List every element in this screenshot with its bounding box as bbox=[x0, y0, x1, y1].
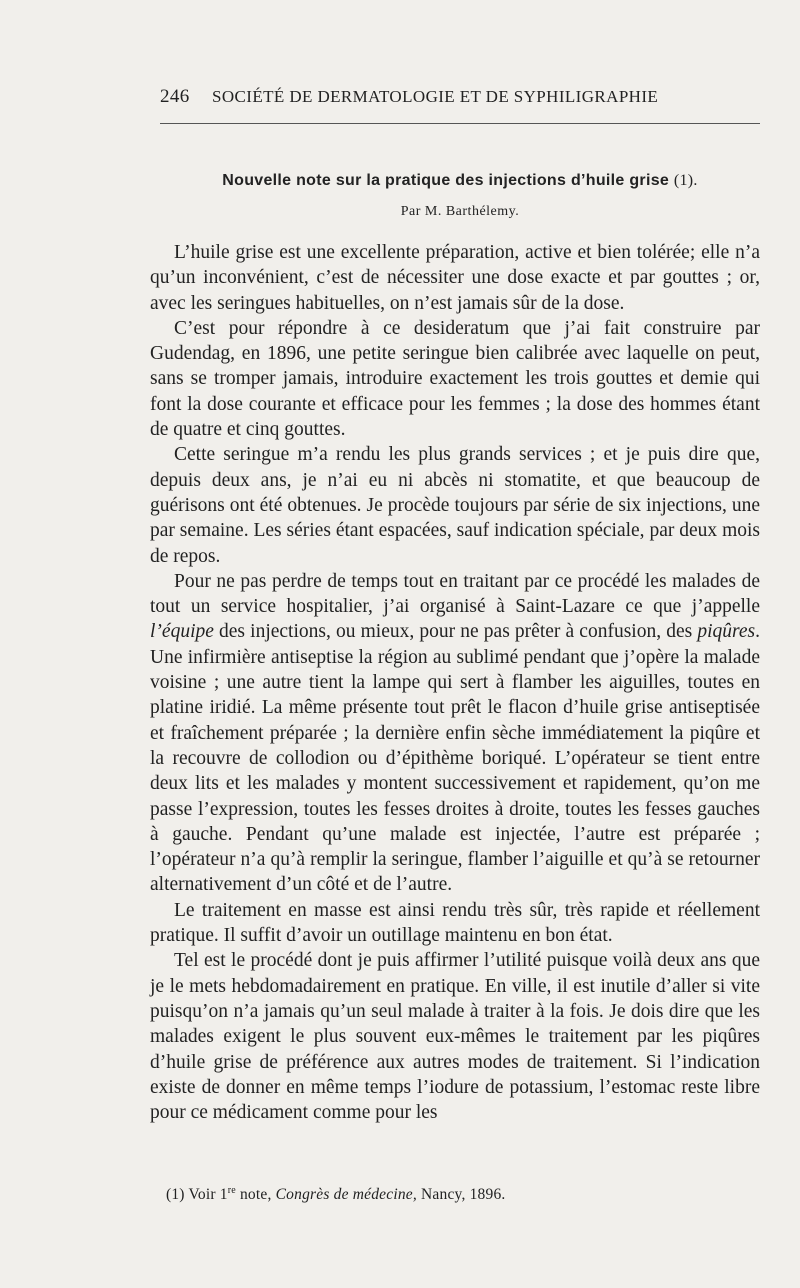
footnote bbox=[166, 1185, 756, 1204]
paragraph: C’est pour répondre à ce desideratum que j’ai fait construire par Gudendag, en 1896, une petite seringue bien calibrée avec laquelle on peut, sans se tromper jamais, introduire exactement les trois gouttes et demie qui font la dose courante et efficace pour les femmes ; la dose des hommes étant de quatre et cinq gouttes. bbox=[150, 317, 760, 441]
paragraph-text: . Une infirmière antiseptise la région au sublimé pendant que j’opère la malade voisine ; une autre tient la lampe qui sert à flamber les aiguilles, toutes en platine iridié. La même présente tout prêt le flacon d’huile grise antiseptisée et fraîchement préparée ; la dernière enfin sèche immédiatement la piqûre et la recouvre de collodion ou d’épithème boriqué. L’opérateur se tient entre deux lits et les malades y montent successivement et rapidement, qu’on me passe l’expression, toutes les fesses droites à droite, toutes les fesses gauches à gauche. Pendant qu’une malade est injectée, l’autre est préparée ; l’opérateur n’a qu’à remplir la seringue, flamber l’aiguille et qu’à se retourner alternativement d’un côté et de l’autre. bbox=[150, 621, 761, 896]
footnote-sup: re bbox=[227, 1185, 236, 1196]
header-rule bbox=[160, 123, 760, 124]
footnote-marker: (1) bbox=[166, 1186, 185, 1204]
paragraph: Cette seringue m’a rendu les plus grands services ; et je puis dire que, depuis deux ans, je n’ai eu ni abcès ni stomatite, et que beaucoup de guérisons ont été obtenues. Je procède toujours par série de six injections, une par semaine. Les séries étant espacées, sauf indication spéciale, par deux mois de repos. bbox=[150, 444, 760, 567]
paragraph-text: des injections, ou mieux, pour ne pas prêter à confusion, des bbox=[219, 621, 693, 643]
paragraph: L’huile grise est une excellente préparation, active et bien tolérée; elle n’a qu’un inconvénient, c’est de nécessiter une dose exacte et par gouttes ; or, avec les seringues habituelles, on n’est jamais sûr de la dose. bbox=[150, 242, 760, 314]
article-title bbox=[150, 172, 770, 190]
article-title-text: Nouvelle note sur la pratique des injections d’huile grise bbox=[222, 172, 670, 189]
emphasis: l’équipe bbox=[150, 621, 214, 643]
footnote-ref: (1). bbox=[673, 172, 698, 189]
running-title: SOCIÉTÉ DE DERMATOLOGIE ET DE SYPHILIGRAPHIE bbox=[212, 87, 659, 106]
paragraph: Le traitement en masse est ainsi rendu très sûr, très rapide et réellement pratique. Il suffit d’avoir un outillage maintenu en bon état. bbox=[150, 899, 760, 947]
paragraph bbox=[150, 569, 760, 898]
footnote-text: Nancy, 1896. bbox=[421, 1186, 506, 1204]
article-body bbox=[150, 240, 760, 1125]
page-number: 246 bbox=[160, 86, 190, 107]
byline: Par M. Barthélemy. bbox=[400, 204, 520, 219]
footnote-text: note, bbox=[235, 1186, 272, 1204]
emphasis: piqûres bbox=[697, 621, 756, 643]
footnote-text: Voir 1 bbox=[188, 1186, 228, 1204]
paragraph: Tel est le procédé dont je puis affirmer l’utilité puisque voilà deux ans que je le mets hebdomadairement en pratique. En ville, il est inutile d’aller si vite puisqu’on n’a jamais qu’un seul malade à traiter à la fois. Je dois dire que les malades exigent le plus souvent eux-mêmes le traitement par les piqûres d’huile grise de préférence aux autres modes de traitement. Si l’indication existe de donner en même temps l’iodure de potassium, l’estomac reste libre pour ce médicament comme pour les bbox=[150, 950, 760, 1124]
footnote-citation: Congrès de médecine, bbox=[275, 1186, 417, 1204]
paragraph-text: Pour ne pas perdre de temps tout en traitant par ce procédé les malades de tout un service hospitalier, j’ai organisé à Saint-Lazare ce que j’appelle bbox=[150, 570, 760, 618]
running-head bbox=[160, 86, 760, 108]
